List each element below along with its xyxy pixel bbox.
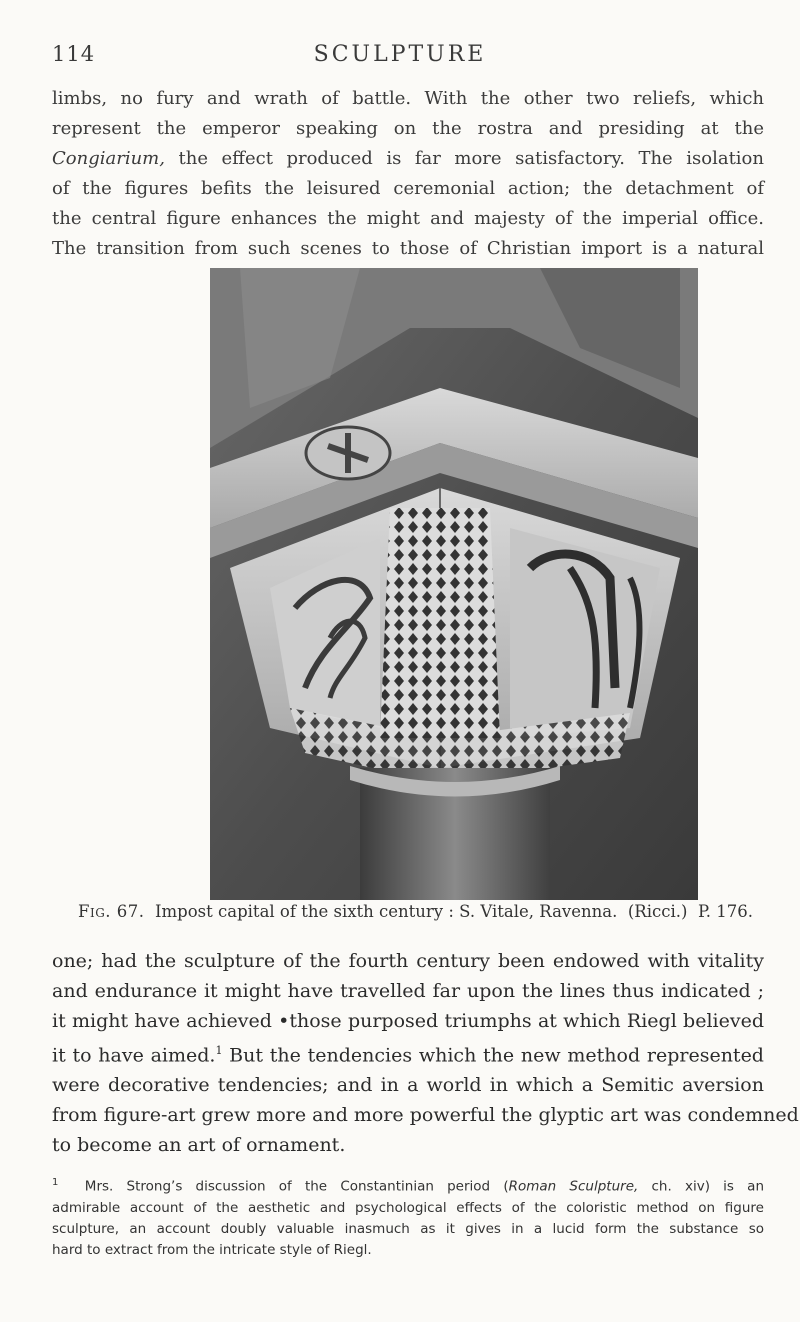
footnote — [52, 1172, 764, 1261]
text-span: ch. xiv) is an — [638, 1178, 765, 1195]
footnote-mark: 1 — [52, 1177, 59, 1188]
text-line: from figure-art grew more and more powerful the glyptic art was condemned — [52, 1104, 799, 1127]
caption-credit: (Ricci.) — [627, 902, 688, 921]
text-line: limbs, no fury and wrath of battle. With the other two reliefs, which — [52, 88, 764, 109]
footnote-line: hard to extract from the intricate style of Riegl. — [52, 1241, 372, 1258]
text-line — [52, 1036, 764, 1070]
text-line: were decorative tendencies; and in a world in which a Semitic aversion — [52, 1074, 764, 1097]
figure-photo-impost-capital — [210, 268, 698, 900]
footnote-line: admirable account of the aesthetic and psychological effects of the coloristic method on figure — [52, 1199, 764, 1216]
caption-page-ref: P. 176. — [697, 902, 753, 921]
footnote-line: sculpture, an account doubly valuable inasmuch as it gives in a lucid form the substance so — [52, 1220, 764, 1237]
cross-medallion — [306, 427, 390, 479]
figure-caption — [78, 902, 768, 921]
figure-label: Fig. 67. — [78, 902, 145, 921]
page-number: 114 — [52, 42, 96, 66]
paragraph-top — [52, 84, 764, 264]
text-line: and endurance it might have travelled far upon the lines thus indicated ; — [52, 980, 764, 1002]
text-line: the central figure enhances the might and majesty of the imperial office. — [52, 208, 764, 229]
italic-term: Congiarium, — [52, 148, 165, 169]
text-span: the effect produced is far more satisfactory. The isolation — [164, 148, 764, 169]
text-line: The transition from such scenes to those of Christian import is a natural — [52, 238, 764, 259]
running-head: SCULPTURE — [313, 42, 487, 67]
text-line — [52, 144, 764, 174]
caption-text: Impost capital of the sixth century : S. Vitale, Ravenna. — [155, 902, 618, 921]
text-line: represent the emperor speaking on the rostra and presiding at the — [52, 118, 764, 139]
page-header — [0, 42, 800, 72]
text-line: one; had the sculpture of the fourth century been endowed with vitality — [52, 950, 764, 972]
footnote-line — [52, 1172, 764, 1198]
text-span: it to have aimed. — [52, 1044, 216, 1067]
paragraph-bottom — [52, 946, 799, 1160]
capital-illustration — [210, 268, 698, 900]
text-line: of the figures befits the leisured ceremonial action; the detachment of — [52, 178, 764, 199]
text-span: Mrs. Strong’s discussion of the Constantinian period ( — [84, 1178, 509, 1195]
text-span: But the tendencies which the new method represented — [222, 1044, 764, 1067]
footnote-reference: 1 — [215, 1044, 223, 1057]
text-line: to become an art of ornament. — [52, 1134, 346, 1157]
italic-title: Roman Sculpture, — [508, 1178, 639, 1195]
text-line: it might have achieved •those purposed triumphs at which Riegl believed — [52, 1010, 764, 1032]
